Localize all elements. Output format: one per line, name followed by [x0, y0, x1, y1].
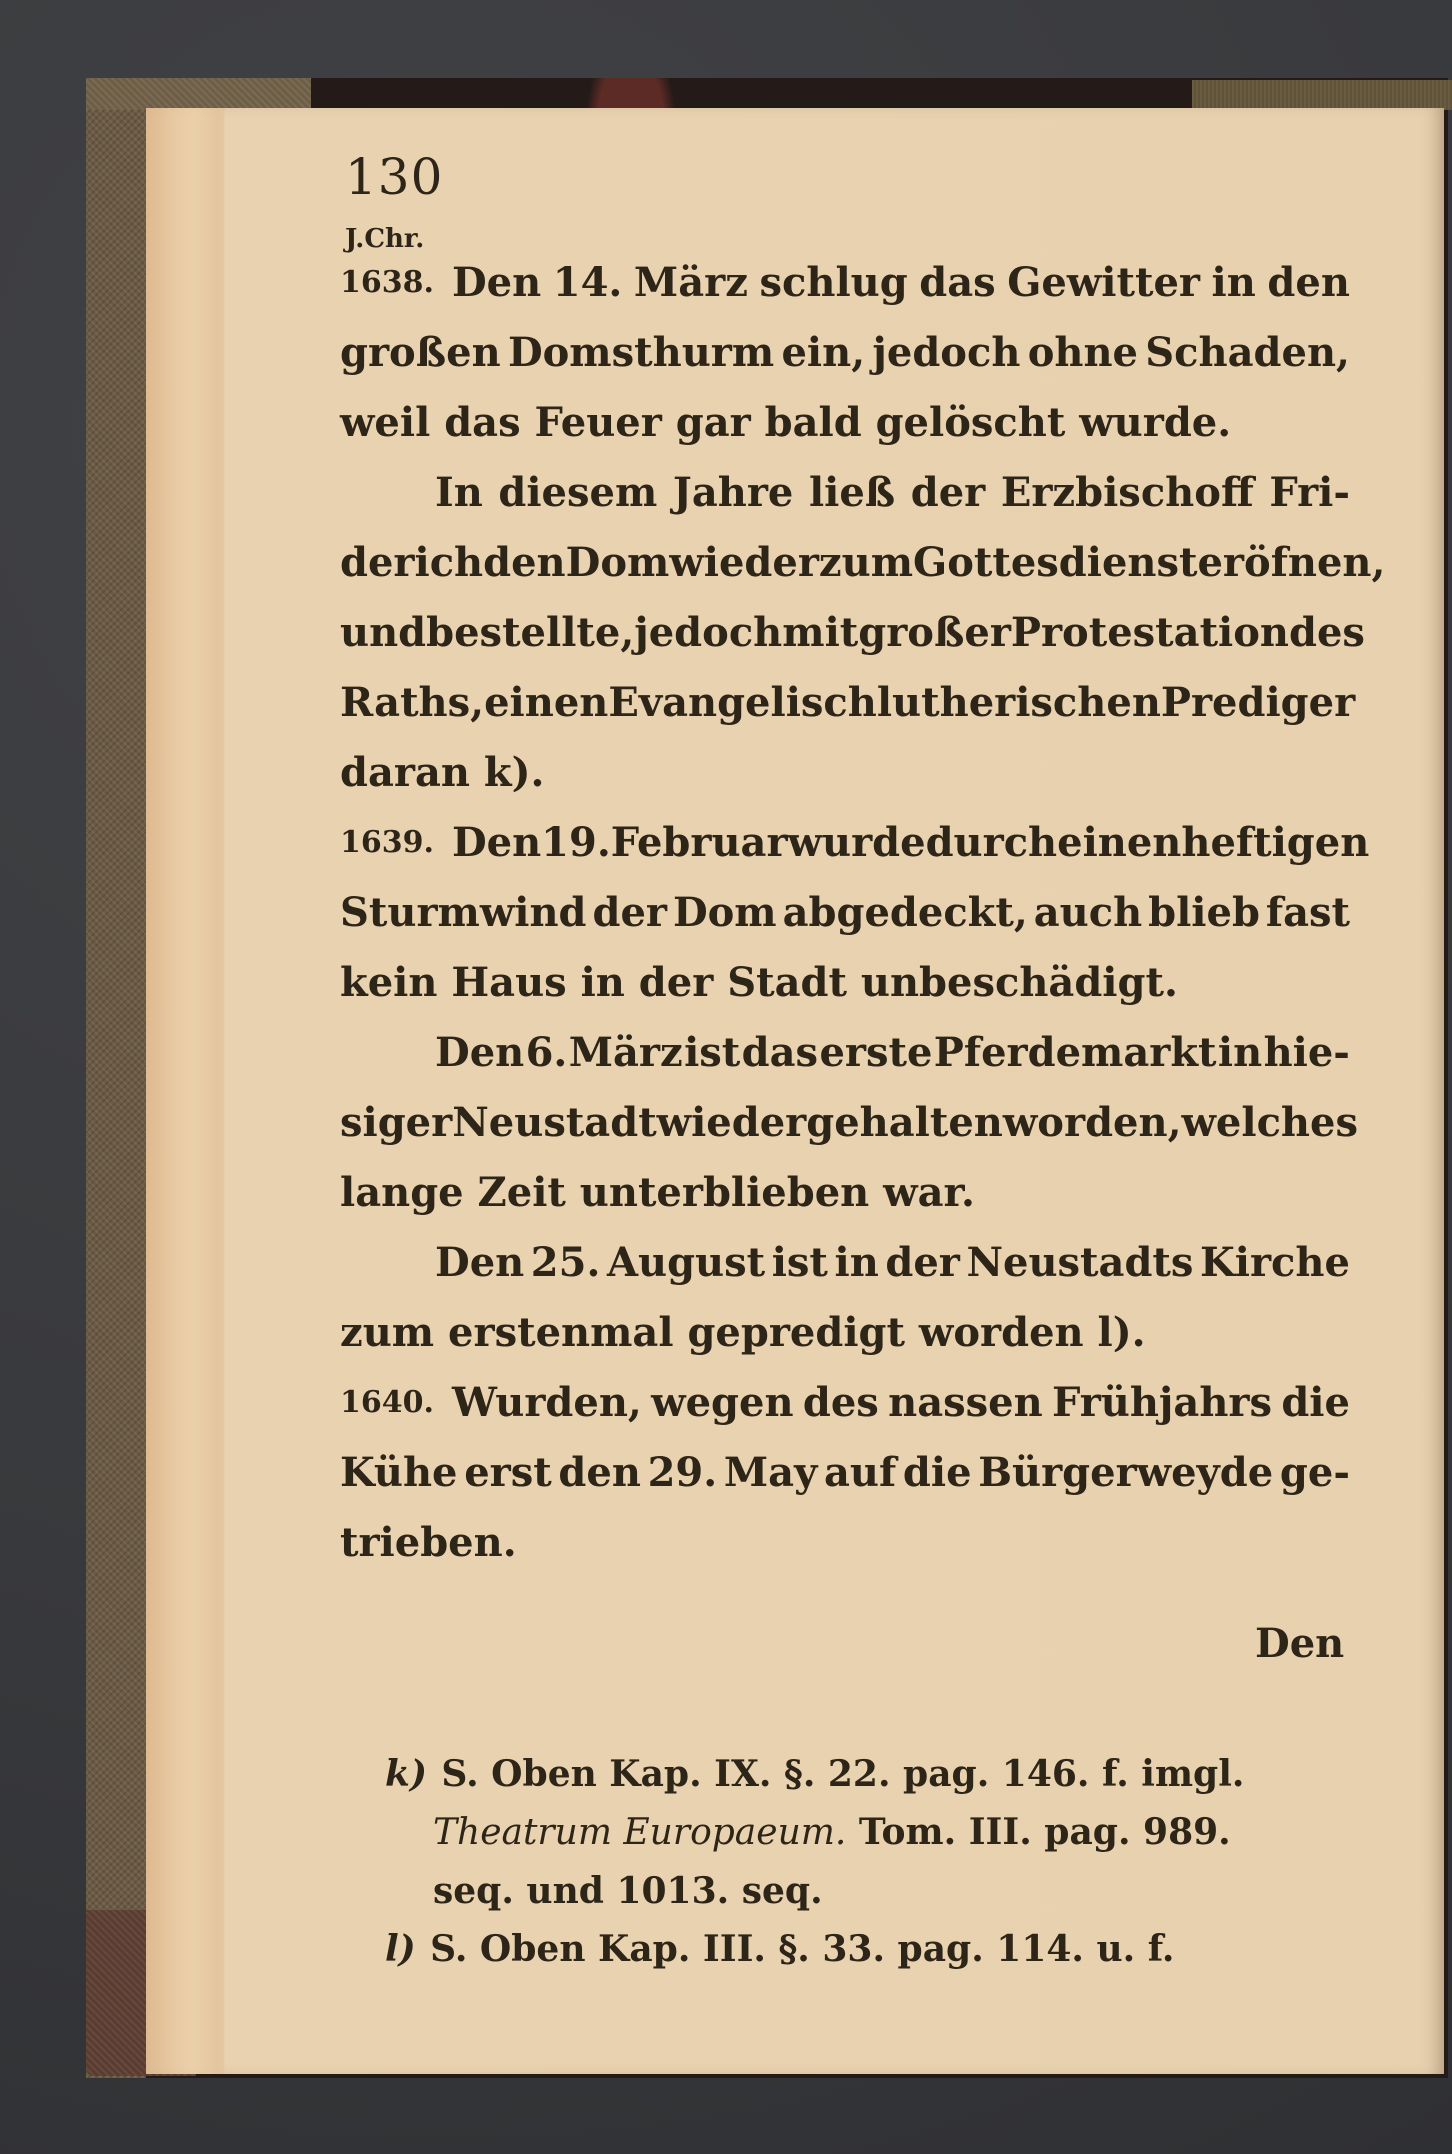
word: abgedeckt, [782, 889, 1028, 936]
text-line: kein Haus in der Stadt unbeschädigt. [340, 959, 1178, 1006]
word: einen [1057, 819, 1182, 866]
word: Kühe [340, 1449, 458, 1496]
word: jedoch [634, 609, 783, 656]
line-text [452, 808, 1369, 878]
word: worden, [1002, 1099, 1182, 1146]
footnote-k-line-2 [385, 1803, 1345, 1862]
footnote-text: S. Oben Kap. III. §. 33. pag. 114. u. f. [430, 1928, 1175, 1970]
margin-note-era: J.Chr. [345, 224, 425, 254]
text-line [340, 248, 1350, 318]
text-line: lange Zeit unterblieben war. [340, 1169, 975, 1216]
word: den [1267, 259, 1350, 306]
footnote-text: Theatrum Europaeum. Tom. III. pag. 989. [433, 1811, 1231, 1853]
word: in [1211, 259, 1256, 306]
word: Protestation [1010, 609, 1290, 656]
word: einen [484, 679, 609, 726]
word: Dom [672, 889, 777, 936]
word: und [340, 609, 427, 656]
word: März [633, 259, 748, 306]
word: ließ [808, 469, 896, 516]
word: des [1289, 609, 1365, 656]
word: zum [818, 539, 914, 586]
word: ist [684, 1029, 741, 1076]
word: Gewitter [1007, 259, 1200, 306]
word: Kirche [1200, 1239, 1350, 1286]
text-line [340, 528, 1386, 598]
word: welches [1181, 1099, 1358, 1146]
footnote-k-line-3 [385, 1862, 1345, 1920]
word: Fri- [1269, 469, 1350, 516]
word: die [1281, 1379, 1350, 1426]
year-label: 1639. [340, 825, 434, 860]
word: Den [451, 259, 542, 306]
text-line: trieben. [340, 1519, 517, 1566]
word: Den [435, 1029, 525, 1076]
word: 6. [525, 1029, 568, 1076]
word: diesem [498, 469, 658, 516]
text-line [340, 318, 1350, 388]
footnote-l [385, 1920, 1345, 1978]
text-line [340, 1438, 1350, 1508]
word: der [885, 1239, 960, 1286]
word: wieder [656, 1099, 807, 1146]
word: August [606, 1239, 766, 1286]
word: ge- [1279, 1449, 1350, 1496]
word: den [483, 539, 566, 586]
word: Erzbischoff [1000, 469, 1254, 516]
word: nassen [888, 1379, 1043, 1426]
word: fast [1265, 889, 1350, 936]
word: auch [1033, 889, 1143, 936]
word: bestellte, [426, 609, 635, 656]
text-line: weil das Feuer gar bald gelöscht wurde. [340, 399, 1232, 446]
main-text [340, 248, 1386, 1578]
cloth-corner-top-left [86, 78, 311, 110]
word: ist [771, 1239, 828, 1286]
word: Frühjahrs [1052, 1379, 1272, 1426]
word: wegen [651, 1379, 794, 1426]
word: das [919, 259, 996, 306]
footnote-text: S. Oben Kap. IX. §. 22. pag. 146. f. imgl. [441, 1753, 1245, 1795]
word: Domsthurm [507, 329, 775, 376]
word: derich [340, 539, 484, 586]
year-label: 1638. [340, 265, 434, 300]
word: der [592, 889, 667, 936]
word: Schaden, [1145, 329, 1350, 376]
year-label: 1640. [340, 1385, 434, 1420]
word: Neustadts [966, 1239, 1194, 1286]
word: Bürgerweyde [978, 1449, 1274, 1496]
footnote-text: seq. und 1013. seq. [433, 1870, 823, 1912]
word: durch [925, 819, 1058, 866]
word: Prediger [1160, 679, 1356, 726]
text-line: daran k). [340, 749, 545, 796]
word: heftigen [1181, 819, 1370, 866]
word: auf [824, 1449, 897, 1496]
word: in [1217, 1029, 1263, 1076]
text-line [340, 458, 1350, 528]
text-line [340, 878, 1350, 948]
word: schlug [759, 259, 908, 306]
word: wurde [787, 819, 926, 866]
word: jedoch [872, 329, 1021, 376]
page-gutter [146, 108, 224, 2074]
word: das [741, 1029, 819, 1076]
word: Jahre [672, 469, 794, 516]
word: 29. [647, 1449, 718, 1496]
footnote-k [385, 1745, 1345, 1803]
word: wieder [669, 539, 819, 586]
word: hie- [1263, 1029, 1350, 1076]
text-line [340, 668, 1356, 738]
word: in [834, 1239, 879, 1286]
word: siger [340, 1099, 453, 1146]
cloth-spine-left [86, 78, 146, 2078]
text-line [340, 598, 1365, 668]
word: ein, [781, 329, 866, 376]
word: März [568, 1029, 683, 1076]
text-line [340, 1368, 1350, 1438]
text-line [340, 1088, 1358, 1158]
word: erst [464, 1449, 552, 1496]
word: Den [435, 1239, 525, 1286]
word: erste [819, 1029, 933, 1076]
word: Den [451, 819, 542, 866]
footnote-mark: k) [385, 1753, 427, 1795]
cloth-edge-top-right [1192, 80, 1452, 110]
word: eröfnen, [1197, 539, 1386, 586]
word: die [902, 1449, 972, 1496]
word: den [558, 1449, 641, 1496]
word: großer [858, 609, 1011, 656]
word: Wurden, [451, 1379, 642, 1426]
word: großen [340, 329, 501, 376]
word: Gottesdienst [913, 539, 1198, 586]
word: des [802, 1379, 879, 1426]
book-title: Theatrum Europaeum. [433, 1812, 847, 1853]
text-line [340, 808, 1370, 878]
word: gehalten [806, 1099, 1003, 1146]
word: der [910, 469, 986, 516]
word: ohne [1027, 329, 1138, 376]
word: mit [782, 609, 859, 656]
catchword: Den [1255, 1620, 1345, 1667]
word: 19. [541, 819, 611, 866]
word: Evangelischlutherischen [608, 679, 1161, 726]
word: Raths, [340, 679, 485, 726]
word: Pferdemarkt [933, 1029, 1217, 1076]
text-line [340, 1228, 1350, 1298]
text-line: zum erstenmal gepredigt worden l). [340, 1309, 1146, 1356]
word: 14. [552, 259, 623, 306]
line-text [452, 248, 1350, 318]
word: Neustadt [452, 1099, 657, 1146]
page-number: 130 [345, 148, 444, 206]
word: 25. [530, 1239, 601, 1286]
word: In [435, 469, 483, 516]
word: Februar [610, 819, 788, 866]
word: May [723, 1449, 818, 1496]
footnote-mark: l) [385, 1928, 416, 1970]
text-line [340, 1018, 1350, 1088]
footnotes [385, 1745, 1345, 1978]
word: blieb [1148, 889, 1260, 936]
line-text [452, 1368, 1350, 1438]
word: Dom [565, 539, 670, 586]
word: Sturmwind [340, 889, 587, 936]
